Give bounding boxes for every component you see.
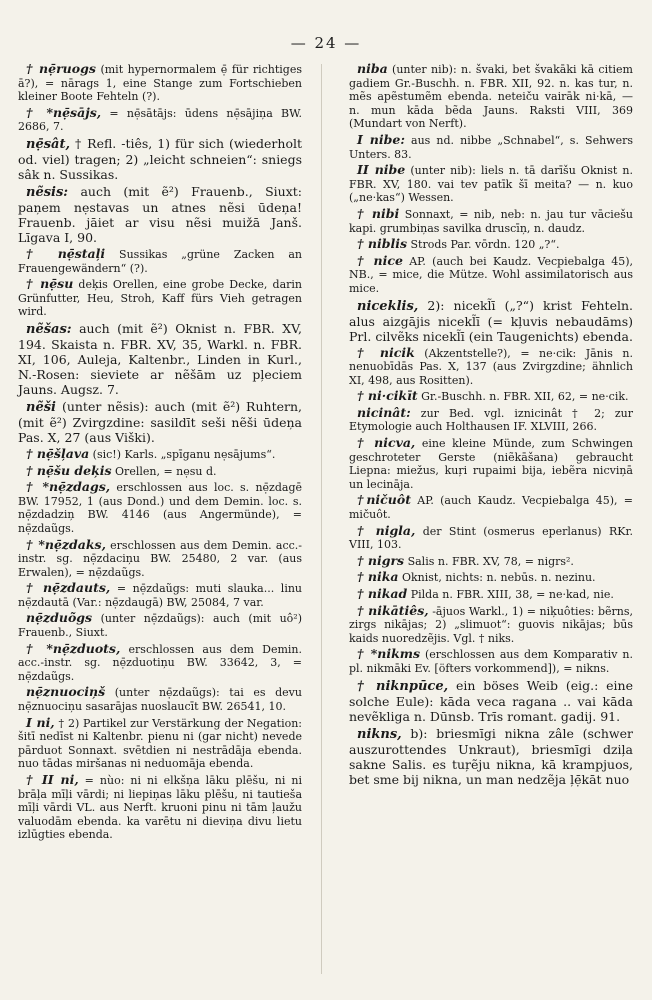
- dictionary-entry: [349, 647, 633, 675]
- entry-definition: erschlossen aus dem Demin. acc.-instr. sg. nẹ̄zdaciņu BW. 25480, 2 var. (aus Erwalen), = nẹ̄zdaũgs.: [18, 538, 302, 579]
- column-divider: [321, 64, 322, 974]
- entry-headword: nẽši: [26, 399, 56, 415]
- entry-definition: (sic!) Karls. „spīganu nẹsājums“.: [89, 447, 276, 461]
- entry-definition: (unter nib): liels n. tā darīšu Oknist n. FBR. XV, 180. vai tev patīk šī meita? — n. kuo („ne·kas“) Wessen.: [349, 164, 633, 205]
- dictionary-entry: [349, 133, 633, 161]
- entry-definition: † 2) Partikel zur Verstärkung der Negation: šitī nedīst ni Kaltenbr. pienu ni (gar nicht) nevede pārduot Sonnaxt. svētdien ni nestrādāja ebenda. nuo tādas miršanas ni neduomāja ebenda.: [18, 716, 302, 771]
- entry-definition: (Akzentstelle?), = ne·cik: Jānis n. nenuobīdās Pas. X, 137 (aus Zvirgzdine; ähnlich XI, 498, aus Rositten).: [349, 346, 634, 387]
- entry-headword: nicinât:: [357, 404, 411, 420]
- entry-definition: erschlossen aus dem Demin. acc.-instr. sg. nẹ̄zduotiņu BW. 33642, 3, = nẹ̄zdaũgs.: [18, 642, 302, 683]
- entry-headword: † niblis: [357, 236, 407, 252]
- right-column: [349, 62, 633, 789]
- entry-definition: Orellen, = nẹsu d.: [111, 464, 217, 478]
- entry-headword: † nicik: [357, 344, 415, 360]
- dictionary-entry: [18, 106, 302, 134]
- entry-definition: = nẹ̄sātājs: ūdens nẹ̄sājiņa BW. 2686, 7.: [18, 106, 303, 134]
- dictionary-entry: [349, 298, 633, 344]
- entry-definition: † Refl. -tiês, 1) für sich (wiederholt od. viel) tragen; 2) „leicht schneien“: sniegs sâk n. Sussikas.: [18, 135, 302, 182]
- dictionary-entry: [18, 464, 302, 479]
- entry-definition: (unter nẹ̄zdaũgs): auch (mit uô²) Frauenb., Siuxt.: [18, 612, 302, 640]
- dictionary-entry: [349, 493, 633, 521]
- entry-headword: † nibi: [357, 205, 400, 221]
- entry-definition: Sussikas „grüne Zacken an Frauengewändern“ (?).: [18, 247, 302, 275]
- dictionary-entry: [18, 480, 302, 535]
- entry-headword: † *nẹ̄sājs,: [26, 104, 102, 120]
- entry-headword: † nẹ̄staļi: [26, 245, 106, 261]
- entry-definition: Gr.-Buschh. n. FBR. XII, 62, = ne·cik.: [417, 390, 629, 404]
- dictionary-entry: [18, 399, 302, 445]
- dictionary-entry: [18, 184, 302, 245]
- entry-headword: † *nẹ̄zdaks,: [26, 536, 106, 552]
- entry-headword: † ni·cikīt: [357, 388, 418, 404]
- page-number: — 24 —: [290, 34, 362, 52]
- entry-headword: † *nẹ̄zdags,: [26, 479, 111, 495]
- entry-headword: nẹ̄zduõgs: [26, 610, 93, 626]
- left-column: [18, 62, 302, 844]
- entry-headword: II nibe: [357, 162, 406, 178]
- entry-definition: (erschlossen aus dem Komparativ n. pl. nikmāki Ev. [öfters vorkommend]), = nikns.: [349, 648, 633, 675]
- entry-headword: niba: [357, 61, 388, 76]
- dictionary-entry: [18, 321, 302, 397]
- entry-definition: der Stint (osmerus eperlanus) RKr. VIII, 103.: [349, 524, 633, 552]
- entry-headword: † nẹ̄šļava: [26, 445, 90, 461]
- entry-definition: Pilda n. FBR. XIII, 38, = ne·kad, nie.: [407, 588, 614, 601]
- entry-definition: (mit hypernormalem ẹ̄ für richtiges ā?), = nārags 1, eine Stange zum Fortschieben kleiner Boote Fehteln (?).: [18, 63, 302, 104]
- dictionary-entry: [18, 773, 302, 842]
- entry-definition: Sonnaxt, = nib, neb: n. jau tur vāciešu kapi. grumbiņas savilka druscīņ, n. daudz.: [349, 207, 633, 235]
- entry-headword: † II ni,: [26, 772, 79, 787]
- entry-definition: (unter nẹ̄zdaũgs): tai es devu nẹ̄znuociņu sasarājas nuoslaucīt BW. 26541, 10.: [18, 686, 302, 714]
- dictionary-entry: [18, 611, 302, 639]
- dictionary-entry: [18, 447, 302, 462]
- dictionary-entry: [349, 570, 633, 585]
- entry-definition: eine kleine Münde, zum Schwingen geschroteter Gerste (niẽkāšana) gebraucht Liepna: miežus, kuŗi rupaimi bija, iebẽra nicviņā un lecināja.: [349, 437, 633, 491]
- dictionary-entry: [18, 642, 302, 684]
- entry-headword: † nẹ̄zdauts,: [26, 580, 111, 596]
- dictionary-entry: [18, 136, 302, 182]
- entry-headword: nẽsis:: [26, 184, 69, 200]
- entry-headword: † nikātiês,: [357, 602, 429, 618]
- entry-definition: (unter nẽsis): auch (mit ẽ²) Ruhtern, (mit ẽ²) Zvirgzdine: sasildīt seši nẽši ūdeņa Pas. X, 27 (aus Viški).: [18, 398, 302, 445]
- dictionary-entry: [349, 524, 633, 552]
- dictionary-entry: [349, 406, 633, 434]
- entry-definition: deķis Orellen, eine grobe Decke, darin Grünfutter, Heu, Stroh, Kaff fürs Vieh getragen wird.: [18, 278, 302, 319]
- dictionary-entry: [349, 726, 633, 787]
- entry-definition: (unter nib): n. švaki, bet švakāki kā citiem gadiem Gr.-Buschh. n. FBR. XII, 92. n. kas tur, n. mẽs apẽstumẽm ebenda. neteiču vairāk ni·kā, — n. mun kāda bẽda Jauns. Raksti VIII, 369 (Mundart von Nerft).: [349, 63, 633, 131]
- dictionary-entry: [349, 163, 633, 205]
- entry-headword: † nigla,: [357, 522, 416, 538]
- entry-headword: I ni,: [26, 714, 55, 730]
- dictionary-entry: [349, 346, 633, 388]
- entry-headword: † nikad: [357, 586, 408, 601]
- dictionary-entry: [18, 538, 302, 580]
- dictionary-entry: [18, 581, 302, 609]
- entry-headword: † nice: [357, 252, 403, 268]
- entry-definition: Strods Par. vōrdn. 120 „?“.: [407, 238, 560, 252]
- entry-definition: -ājuos Warkl., 1) = niķuôties: bẽrns, zirgs nikājas; 2) „slimuot“: guovis nikājas; būs kaids nuoredzẽjis. Vgl. † niks.: [349, 604, 633, 645]
- entry-definition: aus nd. nibbe „Schnabel“, s. Sehwers Unters. 83.: [349, 133, 633, 161]
- entry-headword: † nicva,: [357, 435, 416, 451]
- entry-definition: 2): nicekl̃ī („?“) krist Fehteln. alus aizgājis nicekl̃ī (= kļuvis nebaudāms) Prl. cilvẽks nicekl̃ī (ein Taugenichts) ebenda.: [349, 297, 633, 344]
- dictionary-entry: [18, 716, 302, 771]
- entry-headword: nẹ̄sât,: [26, 136, 70, 152]
- entry-headword: † *nẹ̄zduots,: [26, 640, 121, 656]
- entry-headword: † nigrs: [357, 552, 405, 568]
- entry-definition: = nẹ̄zdaũgs: muti slauka... linu nẹ̄zdautā (Var.: nẹ̄zdaugā) BW, 25084, 7 var.: [18, 582, 303, 609]
- dictionary-entry: [349, 587, 633, 602]
- dictionary-entry: [349, 436, 633, 491]
- dictionary-entry: [349, 389, 633, 404]
- dictionary-entry: [349, 604, 633, 646]
- entry-definition: zur Bed. vgl. iznicinât † 2; zur Etymologie auch Holthausen IF. XLVIII, 266.: [349, 406, 633, 434]
- entry-definition: auch (mit ẽ²) Oknist n. FBR. XV, 194. Skaista n. FBR. XV, 35, Warkl. n. FBR. XI, 106, Auleja, Kaltenbr., Linden in Kurl., N.-Rosen: sieviete ar nẽšām uz pļeciem Jauns. Augsz. 7.: [18, 320, 302, 397]
- dictionary-entry: [18, 62, 302, 104]
- entry-headword: † nẹ̄su: [26, 276, 74, 292]
- entry-definition: b): briesmīgi nikna zâle (schwer auszurottendes Unkraut), briesmīgi dziļa sakne Salis. es tuŗẽju nikna, kā krampjuos, bet sme bij nikna, un man nedzẽja ļẹ̄kāt nuo: [349, 725, 633, 787]
- entry-definition: Oknist, nichts: n. nebūs. n. nezinu.: [398, 571, 596, 585]
- entry-headword: † *nikms: [357, 646, 421, 662]
- entry-headword: † nẹ̄ruogs: [26, 61, 96, 76]
- entry-headword: nẹ̄znuociņš: [26, 684, 106, 700]
- entry-headword: † niknpūce,: [357, 678, 449, 694]
- dictionary-entry: [349, 554, 633, 569]
- dictionary-entry: [349, 678, 633, 724]
- dictionary-entry: [349, 207, 633, 235]
- entry-definition: = nùo: ni ni elkšņa lāku plēšu, ni ni brāļa mīļi vārdi; ni liepiņas lāku plēšu, ni tautieša mīļi vārdi VL. aus Nerft. kruoni pinu ni tām ļaužu valuodām ebenda. ka varētu ni dieviņa divu lietu izlūgties ebenda.: [18, 774, 302, 842]
- entry-headword: niceklis,: [357, 298, 419, 314]
- dictionary-entry: [349, 237, 633, 252]
- dictionary-entry: [349, 62, 633, 131]
- entry-definition: erschlossen aus loc. s. nẹ̄zdagē BW. 17952, 1 (aus Dond.) und dem Demin. loc. s. nẹ̄zdadziņ BW. 4146 (aus Angermünde), = nẹ̄zdaũgs.: [18, 481, 302, 535]
- entry-headword: † nẹ̄šu deķis: [26, 462, 112, 478]
- dictionary-entry: [18, 685, 302, 713]
- dictionary-entry: [349, 254, 633, 296]
- dictionary-entry: [18, 247, 302, 275]
- entry-headword: †ničuôt: [357, 492, 411, 508]
- entry-headword: nẽšas:: [26, 321, 72, 337]
- entry-definition: auch (mit ẽ²) Frauenb., Siuxt: paņem nẹstavas un atnes nẽsi ūdeņa! Frauenb. jāiet ar visu nẽsi muižā Janš. Līgava I, 90.: [18, 183, 302, 245]
- entry-definition: Salis n. FBR. XV, 78, = nigrs².: [404, 554, 574, 568]
- dictionary-entry: [18, 277, 302, 319]
- entry-definition: AP. (auch Kaudz. Vecpiebalga 45), = mičuôt.: [349, 494, 634, 522]
- entry-headword: I nibe:: [357, 131, 405, 147]
- entry-definition: ein böses Weib (eig.: eine solche Eule): kāda veca ragana .. vai kāda nevẽkliga n. Dūnsb. Trīs romant. gadij. 91.: [349, 677, 633, 724]
- entry-headword: nikns,: [357, 726, 402, 742]
- entry-headword: † nika: [357, 569, 399, 585]
- entry-definition: AP. (auch bei Kaudz. Vecpiebalga 45), NB., = mice, die Mütze. Wohl assimilatorisch aus mice.: [349, 254, 633, 295]
